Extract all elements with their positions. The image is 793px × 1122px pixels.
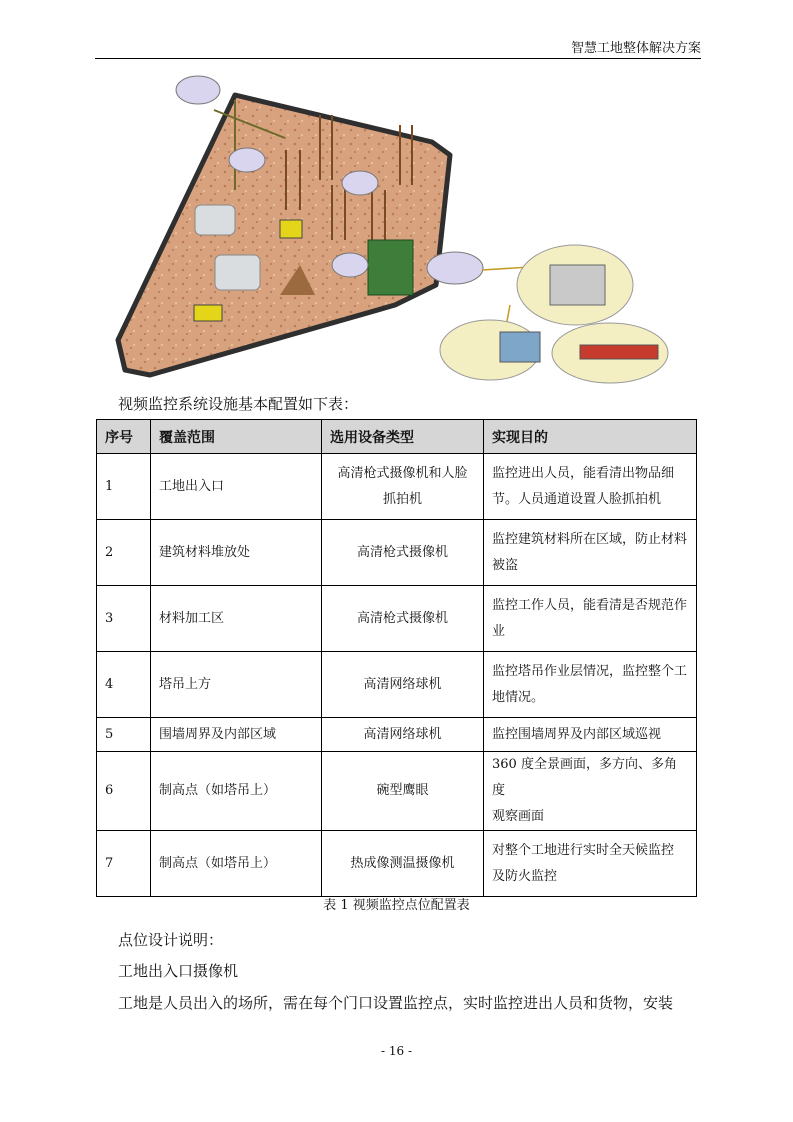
- page-number: - 16 -: [380, 1044, 412, 1058]
- cell-no-line: 4: [105, 676, 114, 692]
- cell-no-line: 2: [105, 544, 114, 560]
- excavator: [280, 220, 302, 238]
- cell-purpose-line: 监控建筑材料所在区域，防止材料: [492, 531, 688, 547]
- table-row: [97, 652, 697, 718]
- cell-area-line: 制高点（如塔吊上）: [159, 855, 277, 871]
- cell-device-line: 热成像测温摄像机: [350, 855, 455, 871]
- table-row: [97, 718, 697, 752]
- cell-area: [151, 752, 322, 831]
- cell-purpose-line: 节。人员通道设置人脸抓拍机: [492, 491, 662, 507]
- col-header-device: 选用设备类型: [322, 420, 484, 454]
- cell-purpose-line: 监控塔吊作业层情况，监控整个工: [492, 663, 688, 679]
- cell-area-line: 建筑材料堆放处: [159, 544, 251, 560]
- cell-device-line: 高清枪式摄像机: [356, 544, 448, 560]
- cell-area: [151, 718, 322, 752]
- cell-device-line: 高清枪式摄像机: [356, 610, 448, 626]
- cell-area-line: 围墙周界及内部区域: [159, 726, 277, 742]
- cell-purpose: [484, 831, 697, 897]
- cell-device: [322, 454, 484, 520]
- cell-no: [97, 831, 151, 897]
- cell-purpose: [484, 586, 697, 652]
- col-header-no: 序号: [97, 420, 151, 454]
- cell-device-line: 高清网络球机: [363, 726, 442, 742]
- table-row: [97, 831, 697, 897]
- cell-purpose-line: 对整个工地进行实时全天候监控: [492, 842, 675, 858]
- cell-purpose-line: 监控工作人员，能看清是否规范作: [492, 597, 688, 613]
- cell-purpose: [484, 752, 697, 831]
- construction-site-illustration: [110, 70, 680, 385]
- paragraph-design-note: 点位设计说明：: [118, 931, 224, 949]
- cell-area-line: 塔吊上方: [159, 676, 212, 692]
- cell-purpose: [484, 718, 697, 752]
- cell-purpose: [484, 652, 697, 718]
- cell-no: [97, 752, 151, 831]
- col-header-area: 覆盖范围: [151, 420, 322, 454]
- cell-purpose: [484, 520, 697, 586]
- table-header-row: [97, 420, 697, 454]
- cell-device: [322, 586, 484, 652]
- cell-no: [97, 586, 151, 652]
- cell-area: [151, 586, 322, 652]
- cell-purpose-line: 被盗: [492, 557, 519, 573]
- cell-device: [322, 718, 484, 752]
- cell-device: [322, 752, 484, 831]
- cell-purpose-line: 地情况。: [492, 689, 545, 705]
- header-title: 智慧工地整体解决方案: [570, 41, 701, 56]
- cell-no: [97, 454, 151, 520]
- cell-device: [322, 520, 484, 586]
- cell-device-line: 高清网络球机: [363, 676, 442, 692]
- cell-purpose-line: 监控进出人员，能看清出物品细: [492, 465, 675, 481]
- table-row: [97, 586, 697, 652]
- cell-no: [97, 520, 151, 586]
- cell-purpose: [484, 454, 697, 520]
- table-body: [97, 454, 697, 897]
- col-header-purpose: 实现目的: [484, 420, 697, 454]
- intro-text: 视频监控系统设施基本配置如下表：: [118, 395, 359, 413]
- cell-no: [97, 652, 151, 718]
- cell-purpose-line: 观察画面: [492, 809, 545, 824]
- table-caption: 表 1 视频监控点位配置表: [323, 898, 470, 913]
- cell-purpose-line: 及防火监控: [492, 868, 558, 884]
- cell-area: [151, 520, 322, 586]
- cell-purpose-line: 360 度全景画面，多方向、多角度: [492, 757, 677, 798]
- cell-no-line: 3: [105, 610, 114, 626]
- cell-no: [97, 718, 151, 752]
- cell-purpose-line: 业: [492, 623, 506, 639]
- cell-no-line: 1: [105, 478, 114, 494]
- header-rule: [95, 58, 701, 59]
- cell-no-line: 7: [105, 855, 114, 871]
- cell-device-line: 碗型鹰眼: [376, 783, 429, 798]
- roller: [194, 305, 222, 321]
- cell-no-line: 6: [105, 783, 114, 798]
- cell-device: [322, 831, 484, 897]
- cell-area-line: 制高点（如塔吊上）: [159, 783, 277, 798]
- cell-purpose-line: 监控围墙周界及内部区域巡视: [492, 726, 662, 742]
- table-row: [97, 520, 697, 586]
- cell-area: [151, 652, 322, 718]
- paragraph-entrance-desc: 工地是人员出入的场所，需在每个门口设置监控点，实时监控进出人员和货物，安装: [118, 994, 674, 1012]
- paragraph-entrance-camera: 工地出入口摄像机: [118, 962, 239, 980]
- table-row: [97, 752, 697, 831]
- table-row: [97, 454, 697, 520]
- green-container: [368, 240, 413, 295]
- cell-area: [151, 831, 322, 897]
- cell-area-line: 材料加工区: [159, 610, 225, 626]
- cell-area: [151, 454, 322, 520]
- cell-no-line: 5: [105, 726, 114, 742]
- cell-device-line: 抓拍机: [382, 491, 422, 507]
- cell-device: [322, 652, 484, 718]
- cell-area-line: 工地出入口: [159, 478, 225, 494]
- video-config-table: [96, 419, 697, 897]
- cell-device-line: 高清枪式摄像机和人脸: [337, 465, 468, 481]
